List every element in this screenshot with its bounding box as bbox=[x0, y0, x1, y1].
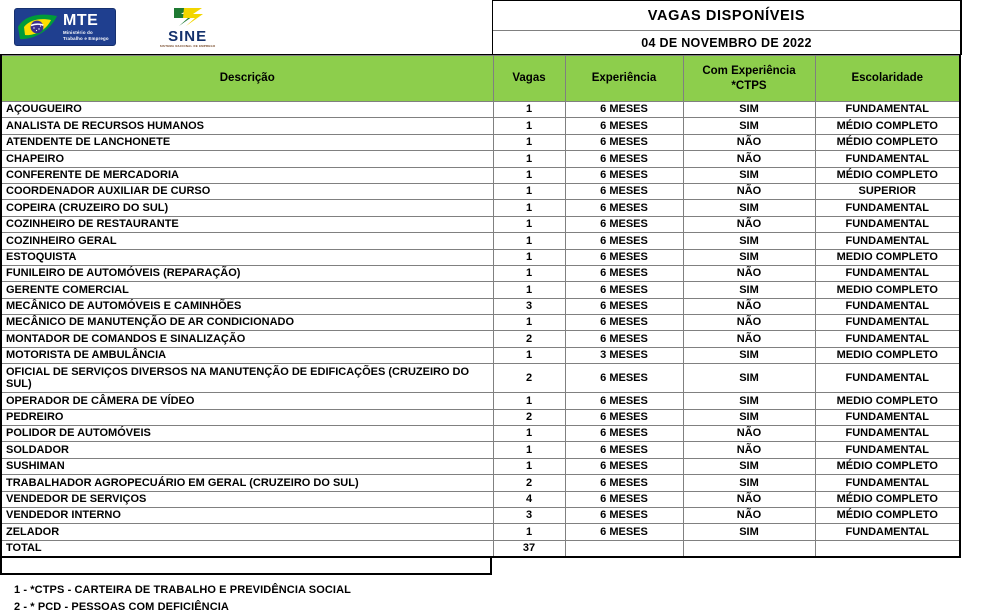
mte-acronym: MTE bbox=[63, 11, 99, 29]
cell-vagas: 1 bbox=[493, 249, 565, 265]
table-row[interactable] bbox=[1, 409, 960, 425]
column-header-escolaridade[interactable]: Escolaridade bbox=[815, 56, 960, 102]
cell-vagas: 1 bbox=[493, 393, 565, 409]
cell-experiencia: 6 MESES bbox=[565, 233, 683, 249]
cell-experiencia: 6 MESES bbox=[565, 315, 683, 331]
cell-descricao: TRABALHADOR AGROPECUÁRIO EM GERAL (CRUZEIRO DO SUL) bbox=[1, 475, 493, 491]
mte-wordmark bbox=[63, 13, 109, 42]
table-body bbox=[1, 102, 960, 558]
cell-escolaridade: FUNDAMENTAL bbox=[815, 426, 960, 442]
cell-descricao: COORDENADOR AUXILIAR DE CURSO bbox=[1, 183, 493, 199]
cell-experiencia: 3 MESES bbox=[565, 347, 683, 363]
cell-com-experiencia: NÃO bbox=[683, 315, 815, 331]
page-header bbox=[0, 0, 984, 55]
cell-vagas: 2 bbox=[493, 409, 565, 425]
title-block bbox=[492, 0, 962, 55]
cell-com-experiencia: NÃO bbox=[683, 183, 815, 199]
cell-descricao: MECÂNICO DE MANUTENÇÃO DE AR CONDICIONADO bbox=[1, 315, 493, 331]
cell-com-experiencia: NÃO bbox=[683, 216, 815, 232]
cell-com-experiencia: SIM bbox=[683, 102, 815, 118]
cell-escolaridade: FUNDAMENTAL bbox=[815, 200, 960, 216]
cell-vagas: 1 bbox=[493, 282, 565, 298]
cell-vagas: 1 bbox=[493, 118, 565, 134]
cell-descricao: COPEIRA (CRUZEIRO DO SUL) bbox=[1, 200, 493, 216]
table-row[interactable] bbox=[1, 265, 960, 281]
cell-com-experiencia: SIM bbox=[683, 118, 815, 134]
cell-descricao: POLIDOR DE AUTOMÓVEIS bbox=[1, 426, 493, 442]
mte-subtitle-line2: Trabalho e Emprego bbox=[63, 36, 109, 41]
cell-vagas: 1 bbox=[493, 426, 565, 442]
cell-experiencia: 6 MESES bbox=[565, 265, 683, 281]
cell-experiencia: 6 MESES bbox=[565, 102, 683, 118]
cell-descricao: GERENTE COMERCIAL bbox=[1, 282, 493, 298]
cell-descricao: SOLDADOR bbox=[1, 442, 493, 458]
table-row[interactable] bbox=[1, 426, 960, 442]
cell-escolaridade: MEDIO COMPLETO bbox=[815, 347, 960, 363]
cell-total-label: TOTAL bbox=[1, 540, 493, 557]
cell-vagas: 1 bbox=[493, 233, 565, 249]
cell-escolaridade: FUNDAMENTAL bbox=[815, 102, 960, 118]
column-header-com-experiencia-line1: Com Experiência bbox=[702, 65, 796, 78]
table-row[interactable] bbox=[1, 151, 960, 167]
table-row[interactable] bbox=[1, 167, 960, 183]
logo-area bbox=[0, 0, 492, 55]
cell-experiencia: 6 MESES bbox=[565, 298, 683, 314]
cell-vagas: 1 bbox=[493, 134, 565, 150]
cell-total-vagas: 37 bbox=[493, 540, 565, 557]
cell-escolaridade: MÉDIO COMPLETO bbox=[815, 458, 960, 474]
cell-descricao: MONTADOR DE COMANDOS E SINALIZAÇÃO bbox=[1, 331, 493, 347]
cell-vagas: 1 bbox=[493, 183, 565, 199]
cell-descricao: COZINHEIRO GERAL bbox=[1, 233, 493, 249]
cell-descricao: ESTOQUISTA bbox=[1, 249, 493, 265]
table-row[interactable] bbox=[1, 458, 960, 474]
cell-experiencia: 6 MESES bbox=[565, 364, 683, 393]
cell-vagas: 4 bbox=[493, 491, 565, 507]
footnote-pcd: 2 - * PCD - PESSOAS COM DEFICIÊNCIA bbox=[14, 601, 229, 614]
cell-vagas: 1 bbox=[493, 524, 565, 540]
cell-descricao: CHAPEIRO bbox=[1, 151, 493, 167]
table-row[interactable] bbox=[1, 102, 960, 118]
cell-vagas: 1 bbox=[493, 265, 565, 281]
table-row[interactable] bbox=[1, 393, 960, 409]
cell-descricao: ATENDENTE DE LANCHONETE bbox=[1, 134, 493, 150]
table-row[interactable] bbox=[1, 347, 960, 363]
cell-escolaridade: FUNDAMENTAL bbox=[815, 151, 960, 167]
cell-escolaridade: SUPERIOR bbox=[815, 183, 960, 199]
cell-vagas: 1 bbox=[493, 442, 565, 458]
table-row[interactable] bbox=[1, 364, 960, 393]
cell-experiencia: 6 MESES bbox=[565, 331, 683, 347]
cell-escolaridade: FUNDAMENTAL bbox=[815, 315, 960, 331]
table-row[interactable] bbox=[1, 233, 960, 249]
table-row[interactable] bbox=[1, 315, 960, 331]
cell-escolaridade: MEDIO COMPLETO bbox=[815, 282, 960, 298]
cell-experiencia: 6 MESES bbox=[565, 118, 683, 134]
cell-com-experiencia: NÃO bbox=[683, 134, 815, 150]
cell-experiencia: 6 MESES bbox=[565, 458, 683, 474]
cell-com-experiencia: NÃO bbox=[683, 491, 815, 507]
cell-com-experiencia: NÃO bbox=[683, 331, 815, 347]
cell-com-experiencia: SIM bbox=[683, 524, 815, 540]
cell-com-experiencia: SIM bbox=[683, 347, 815, 363]
cell-escolaridade: FUNDAMENTAL bbox=[815, 524, 960, 540]
cell-escolaridade: MÉDIO COMPLETO bbox=[815, 491, 960, 507]
cell-vagas: 3 bbox=[493, 298, 565, 314]
cell-experiencia: 6 MESES bbox=[565, 151, 683, 167]
cell-descricao: OFICIAL DE SERVIÇOS DIVERSOS NA MANUTENÇÃO DE EDIFICAÇÕES (CRUZEIRO DO SUL) bbox=[1, 364, 493, 393]
cell-escolaridade: MÉDIO COMPLETO bbox=[815, 118, 960, 134]
cell-escolaridade: FUNDAMENTAL bbox=[815, 475, 960, 491]
sine-subtitle: SISTEMA NACIONAL DE EMPREGO bbox=[159, 44, 216, 49]
cell-vagas: 3 bbox=[493, 507, 565, 523]
cell-com-experiencia: SIM bbox=[683, 200, 815, 216]
cell-descricao: VENDEDOR INTERNO bbox=[1, 507, 493, 523]
cell-experiencia: 6 MESES bbox=[565, 409, 683, 425]
column-header-experiencia[interactable]: Experiência bbox=[565, 56, 683, 102]
cell-descricao: MOTORISTA DE AMBULÂNCIA bbox=[1, 347, 493, 363]
vagas-table bbox=[0, 55, 961, 558]
cell-vagas: 1 bbox=[493, 216, 565, 232]
cell-descricao: MECÂNICO DE AUTOMÓVEIS E CAMINHÕES bbox=[1, 298, 493, 314]
cell-vagas: 2 bbox=[493, 364, 565, 393]
cell-com-experiencia: SIM bbox=[683, 282, 815, 298]
cell-experiencia: 6 MESES bbox=[565, 442, 683, 458]
table-row[interactable] bbox=[1, 442, 960, 458]
cell-escolaridade: FUNDAMENTAL bbox=[815, 442, 960, 458]
cell-vagas: 1 bbox=[493, 315, 565, 331]
table-row[interactable] bbox=[1, 475, 960, 491]
cell-experiencia: 6 MESES bbox=[565, 200, 683, 216]
table-header-row bbox=[1, 56, 960, 102]
cell-escolaridade: MÉDIO COMPLETO bbox=[815, 167, 960, 183]
cell-experiencia: 6 MESES bbox=[565, 393, 683, 409]
cell-com-experiencia: NÃO bbox=[683, 442, 815, 458]
cell-escolaridade: MÉDIO COMPLETO bbox=[815, 134, 960, 150]
cell-experiencia: 6 MESES bbox=[565, 426, 683, 442]
cell-escolaridade: FUNDAMENTAL bbox=[815, 364, 960, 393]
table-row[interactable] bbox=[1, 282, 960, 298]
cell-experiencia: 6 MESES bbox=[565, 249, 683, 265]
cell-total-com-experiencia bbox=[683, 540, 815, 557]
cell-com-experiencia: NÃO bbox=[683, 426, 815, 442]
cell-escolaridade: MEDIO COMPLETO bbox=[815, 393, 960, 409]
cell-vagas: 1 bbox=[493, 102, 565, 118]
table-tail-strip bbox=[0, 558, 492, 575]
table-row[interactable] bbox=[1, 491, 960, 507]
table-row[interactable] bbox=[1, 216, 960, 232]
cell-escolaridade: MÉDIO COMPLETO bbox=[815, 507, 960, 523]
table-row[interactable] bbox=[1, 524, 960, 540]
cell-com-experiencia: SIM bbox=[683, 475, 815, 491]
cell-vagas: 1 bbox=[493, 200, 565, 216]
cell-experiencia: 6 MESES bbox=[565, 475, 683, 491]
table-row[interactable] bbox=[1, 118, 960, 134]
cell-com-experiencia: SIM bbox=[683, 233, 815, 249]
cell-experiencia: 6 MESES bbox=[565, 507, 683, 523]
cell-com-experiencia: NÃO bbox=[683, 265, 815, 281]
cell-descricao: SUSHIMAN bbox=[1, 458, 493, 474]
cell-escolaridade: FUNDAMENTAL bbox=[815, 331, 960, 347]
cell-com-experiencia: NÃO bbox=[683, 298, 815, 314]
cell-total-escolaridade bbox=[815, 540, 960, 557]
cell-vagas: 1 bbox=[493, 151, 565, 167]
cell-experiencia: 6 MESES bbox=[565, 183, 683, 199]
cell-descricao: FUNILEIRO DE AUTOMÓVEIS (REPARAÇÃO) bbox=[1, 265, 493, 281]
cell-descricao: AÇOUGUEIRO bbox=[1, 102, 493, 118]
footnote-ctps: 1 - *CTPS - CARTEIRA DE TRABALHO E PREVIDÊNCIA SOCIAL bbox=[14, 584, 351, 597]
cell-experiencia: 6 MESES bbox=[565, 524, 683, 540]
cell-experiencia: 6 MESES bbox=[565, 491, 683, 507]
sine-arrows-icon bbox=[172, 6, 204, 28]
cell-descricao: ANALISTA DE RECURSOS HUMANOS bbox=[1, 118, 493, 134]
column-header-vagas[interactable]: Vagas bbox=[493, 56, 565, 102]
cell-com-experiencia: SIM bbox=[683, 249, 815, 265]
cell-descricao: CONFERENTE DE MERCADORIA bbox=[1, 167, 493, 183]
sine-acronym: SINE bbox=[168, 28, 208, 46]
column-header-descricao[interactable]: Descrição bbox=[1, 56, 493, 102]
page-title: VAGAS DISPONÍVEIS bbox=[493, 1, 960, 31]
cell-escolaridade: FUNDAMENTAL bbox=[815, 298, 960, 314]
cell-descricao: COZINHEIRO DE RESTAURANTE bbox=[1, 216, 493, 232]
table-row[interactable] bbox=[1, 183, 960, 199]
cell-com-experiencia: NÃO bbox=[683, 507, 815, 523]
cell-vagas: 2 bbox=[493, 331, 565, 347]
cell-escolaridade: MEDIO COMPLETO bbox=[815, 249, 960, 265]
table-row[interactable] bbox=[1, 200, 960, 216]
cell-escolaridade: FUNDAMENTAL bbox=[815, 216, 960, 232]
cell-com-experiencia: SIM bbox=[683, 364, 815, 393]
cell-escolaridade: FUNDAMENTAL bbox=[815, 409, 960, 425]
cell-vagas: 1 bbox=[493, 167, 565, 183]
cell-escolaridade: FUNDAMENTAL bbox=[815, 233, 960, 249]
table-row[interactable] bbox=[1, 134, 960, 150]
table-row[interactable] bbox=[1, 507, 960, 523]
cell-com-experiencia: SIM bbox=[683, 409, 815, 425]
mte-subtitle-line1: Ministério do bbox=[63, 29, 93, 35]
mte-logo bbox=[14, 8, 116, 46]
cell-descricao: OPERADOR DE CÂMERA DE VÍDEO bbox=[1, 393, 493, 409]
cell-com-experiencia: SIM bbox=[683, 167, 815, 183]
brazil-flag-icon bbox=[17, 11, 59, 43]
cell-descricao: ZELADOR bbox=[1, 524, 493, 540]
cell-descricao: PEDREIRO bbox=[1, 409, 493, 425]
cell-vagas: 1 bbox=[493, 347, 565, 363]
table-total-row bbox=[1, 540, 960, 557]
cell-vagas: 1 bbox=[493, 458, 565, 474]
cell-descricao: VENDEDOR DE SERVIÇOS bbox=[1, 491, 493, 507]
table-row[interactable] bbox=[1, 298, 960, 314]
sine-logo bbox=[160, 6, 216, 48]
table-row[interactable] bbox=[1, 331, 960, 347]
page-date: 04 DE NOVEMBRO DE 2022 bbox=[641, 35, 812, 50]
footnotes bbox=[0, 582, 984, 616]
cell-vagas: 2 bbox=[493, 475, 565, 491]
table-header bbox=[1, 56, 960, 102]
cell-experiencia: 6 MESES bbox=[565, 134, 683, 150]
table-row[interactable] bbox=[1, 249, 960, 265]
cell-com-experiencia: SIM bbox=[683, 393, 815, 409]
cell-escolaridade: FUNDAMENTAL bbox=[815, 265, 960, 281]
cell-experiencia: 6 MESES bbox=[565, 216, 683, 232]
cell-com-experiencia: NÃO bbox=[683, 151, 815, 167]
cell-experiencia: 6 MESES bbox=[565, 167, 683, 183]
cell-total-experiencia bbox=[565, 540, 683, 557]
cell-com-experiencia: SIM bbox=[683, 458, 815, 474]
column-header-com-experiencia-line2: *CTPS bbox=[731, 79, 767, 92]
cell-experiencia: 6 MESES bbox=[565, 282, 683, 298]
column-header-com-experiencia[interactable] bbox=[683, 56, 815, 102]
